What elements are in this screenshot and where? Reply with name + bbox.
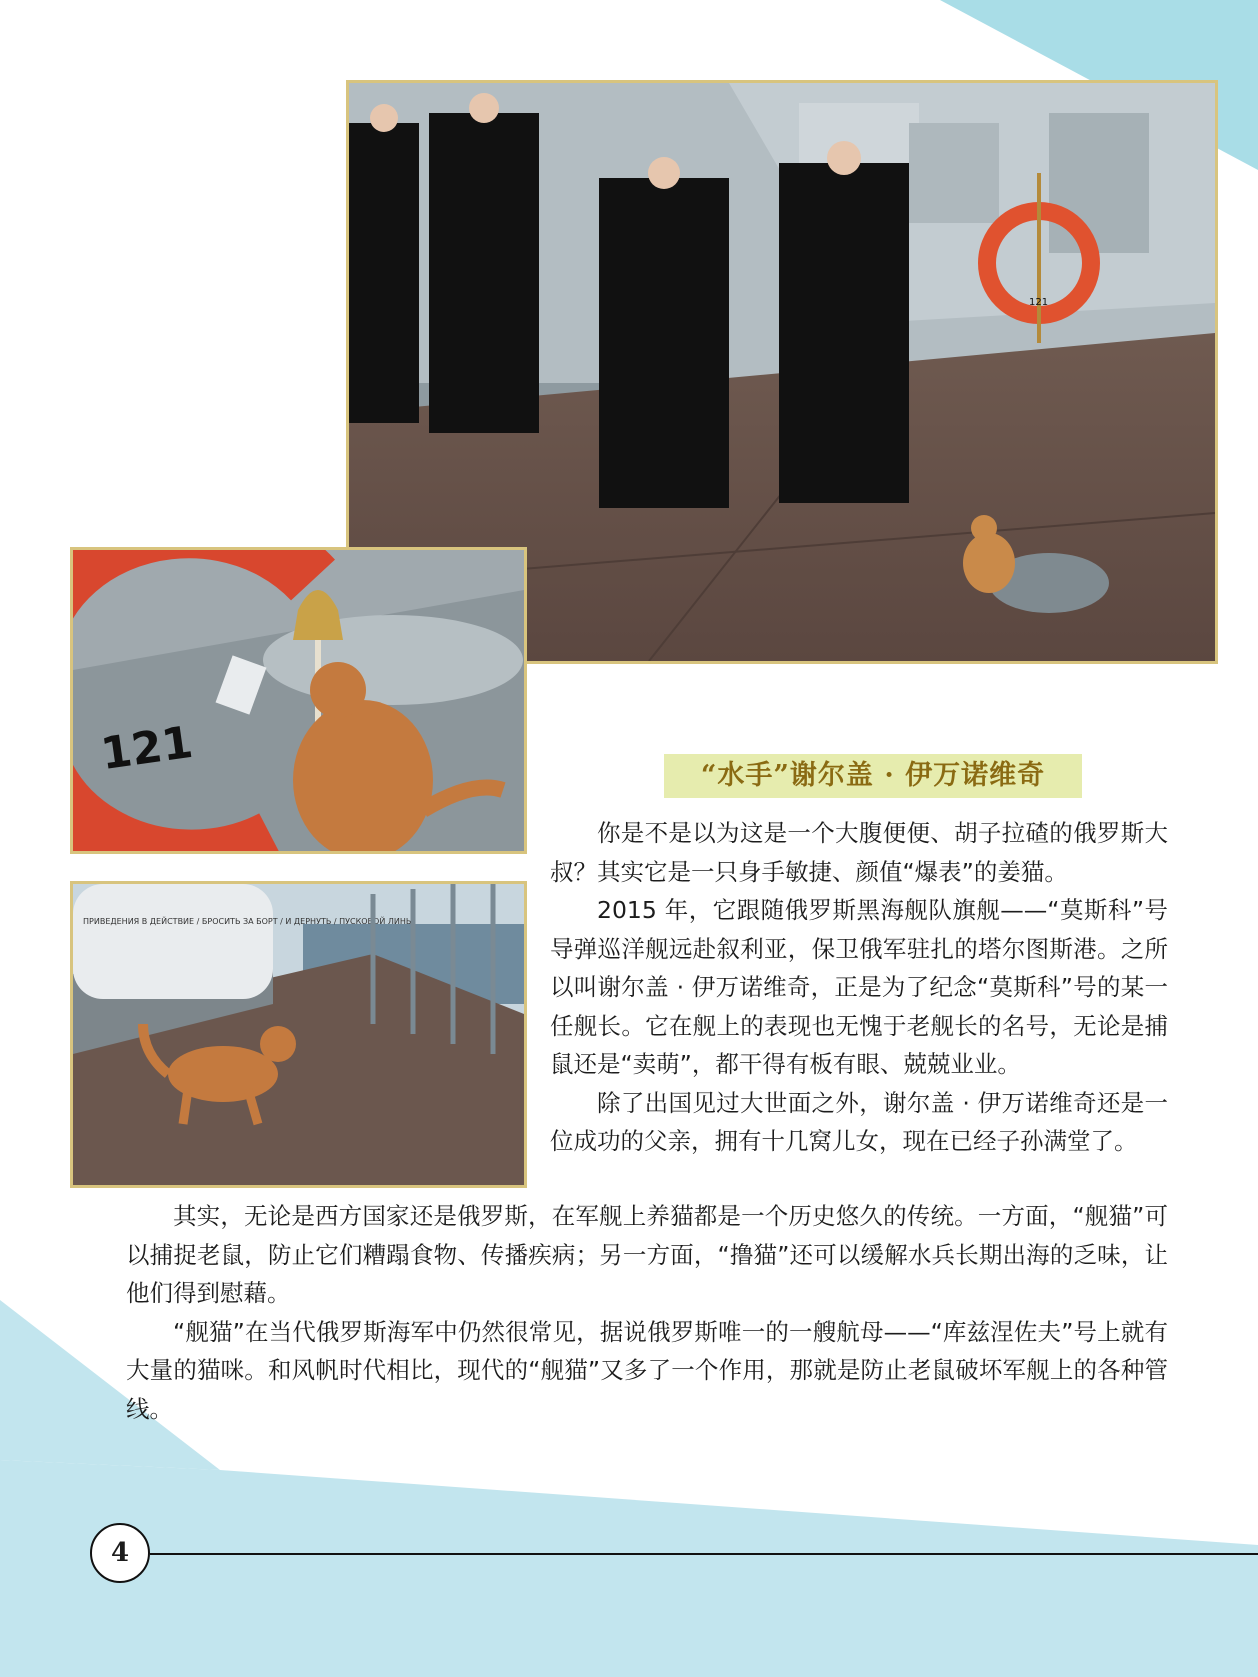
paragraph: 除了出国见过大世面之外，谢尔盖 · 伊万诺维奇还是一位成功的父亲，拥有十几窝儿女，现在已经子孙满堂了。 <box>550 1088 1168 1155</box>
paragraph: 你是不是以为这是一个大腹便便、胡子拉碴的俄罗斯大叔？其实它是一只身手敏捷、颜值“爆表”的姜猫。 <box>550 819 1168 886</box>
article-headline: “水手”谢尔盖 · 伊万诺维奇 <box>664 754 1082 798</box>
photo-cat-deck <box>70 881 527 1188</box>
article-column <box>550 814 1168 1161</box>
photo-cat-bell <box>70 547 527 854</box>
ring-number: 121 <box>1029 297 1049 308</box>
tank-label: ПРИВЕДЕНИЯ В ДЕЙСТВИЕ / БРОСИТЬ ЗА БОРТ / И ДЕРНУТЬ / ПУСКОВОЙ ЛИНЬ <box>83 917 412 926</box>
page-number: 4 <box>90 1523 150 1583</box>
paragraph: “舰猫”在当代俄罗斯海军中仍然很常见，据说俄罗斯唯一的一艘航母——“库兹涅佐夫”号上就有大量的猫咪。和风帆时代相比，现代的“舰猫”又多了一个作用，那就是防止老鼠破坏军舰上的各种管线。 <box>126 1317 1168 1423</box>
paragraph: 2015 年，它跟随俄罗斯黑海舰队旗舰——“莫斯科”号导弹巡洋舰远赴叙利亚，保卫俄军驻扎的塔尔图斯港。之所以叫谢尔盖 · 伊万诺维奇，正是为了纪念“莫斯科”号的某一任舰长。它在舰上的表现也无愧于老舰长的名号，无论是捕鼠还是“卖萌”，都干得有板有眼、兢兢业业。 <box>550 896 1168 1078</box>
footer-rule <box>150 1553 1258 1555</box>
ring-number: 121 <box>97 716 196 781</box>
paragraph: 其实，无论是西方国家还是俄罗斯，在军舰上养猫都是一个历史悠久的传统。一方面，“舰猫”可以捕捉老鼠，防止它们糟蹋食物、传播疾病；另一方面，“撸猫”还可以缓解水兵长期出海的乏味，让他们得到慰藉。 <box>126 1202 1168 1307</box>
article-body <box>126 1197 1168 1428</box>
